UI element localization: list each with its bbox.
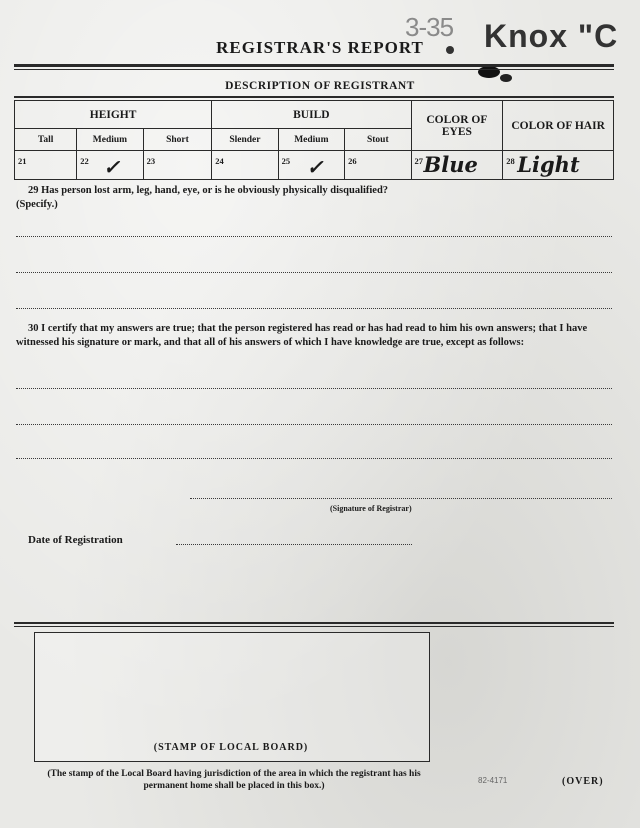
bottom-rule <box>14 622 614 624</box>
answer-line <box>16 388 612 389</box>
handwritten-hair-color: Light <box>517 152 580 177</box>
stout-column-header: Stout <box>345 129 411 151</box>
cell-slender <box>212 151 278 180</box>
slender-column-header: Slender <box>212 129 278 151</box>
question-29-specify: (Specify.) <box>16 199 58 210</box>
section-subtitle: DESCRIPTION OF REGISTRANT <box>225 80 415 92</box>
answer-line <box>16 458 612 459</box>
signature-line <box>190 498 612 499</box>
cell-hair-color <box>503 151 614 180</box>
question-29-text: 29 Has person lost arm, leg, hand, eye, or is he obviously physically disqualified? <box>28 185 389 196</box>
subtitle-rule <box>14 96 614 98</box>
cell-medium-build <box>278 151 344 180</box>
description-table <box>14 100 614 180</box>
cell-number: 27 <box>414 156 424 166</box>
date-of-registration-label: Date of Registration <box>28 534 123 546</box>
cell-number: 25 <box>281 156 291 166</box>
question-30-text: 30 I certify that my answers are true; that the person registered has read or has had read to him his own answers; that I have witnessed his signature or mark, and that all of his answers of which I have knowledge are true, except as follows: <box>16 323 588 348</box>
cell-number: 23 <box>146 156 156 166</box>
answer-line <box>16 424 612 425</box>
stamp-box-label: (STAMP OF LOCAL BOARD) <box>153 742 309 753</box>
cell-short <box>143 151 212 180</box>
answer-line <box>16 272 612 273</box>
check-mark: ✓ <box>103 155 120 179</box>
county-stamp: Knox "C <box>484 18 619 54</box>
answer-line <box>16 308 612 309</box>
tall-column-header: Tall <box>15 129 77 151</box>
short-column-header: Short <box>143 129 212 151</box>
ink-blot <box>478 66 500 78</box>
cell-medium-height <box>77 151 143 180</box>
answer-line <box>16 236 612 237</box>
cell-stout <box>345 151 411 180</box>
check-mark: ✓ <box>306 155 324 179</box>
height-group-header: HEIGHT <box>15 101 212 129</box>
page-title: REGISTRAR'S REPORT <box>216 38 424 57</box>
over-indicator: (OVER) <box>562 776 604 787</box>
serial-stamp-number: 3-35 <box>405 12 454 42</box>
handwritten-eye-color: Blue <box>423 152 478 177</box>
bottom-rule-thin <box>14 626 614 627</box>
cell-number: 21 <box>18 156 27 166</box>
cell-number: 24 <box>215 156 224 166</box>
cell-eye-color <box>411 151 503 180</box>
cell-number: 22 <box>80 156 89 166</box>
date-line <box>176 544 412 545</box>
top-double-rule-thin <box>14 69 614 70</box>
cell-number: 26 <box>348 156 357 166</box>
hair-color-header: COLOR OF HAIR <box>503 101 614 151</box>
cell-tall <box>15 151 77 180</box>
stamp-box-instructions: (The stamp of the Local Board having jurisdiction of the area in which the registrant has his permanent home shall be placed in this box.) <box>47 769 421 791</box>
signature-label: (Signature of Registrar) <box>330 504 412 513</box>
medium-build-column-header: Medium <box>278 129 344 151</box>
form-number: 82-4171 <box>478 776 508 785</box>
eye-color-header: COLOR OF EYES <box>411 101 503 151</box>
top-double-rule <box>14 64 614 67</box>
medium-height-column-header: Medium <box>77 129 143 151</box>
cell-number: 28 <box>506 156 515 166</box>
build-group-header: BUILD <box>212 101 411 129</box>
